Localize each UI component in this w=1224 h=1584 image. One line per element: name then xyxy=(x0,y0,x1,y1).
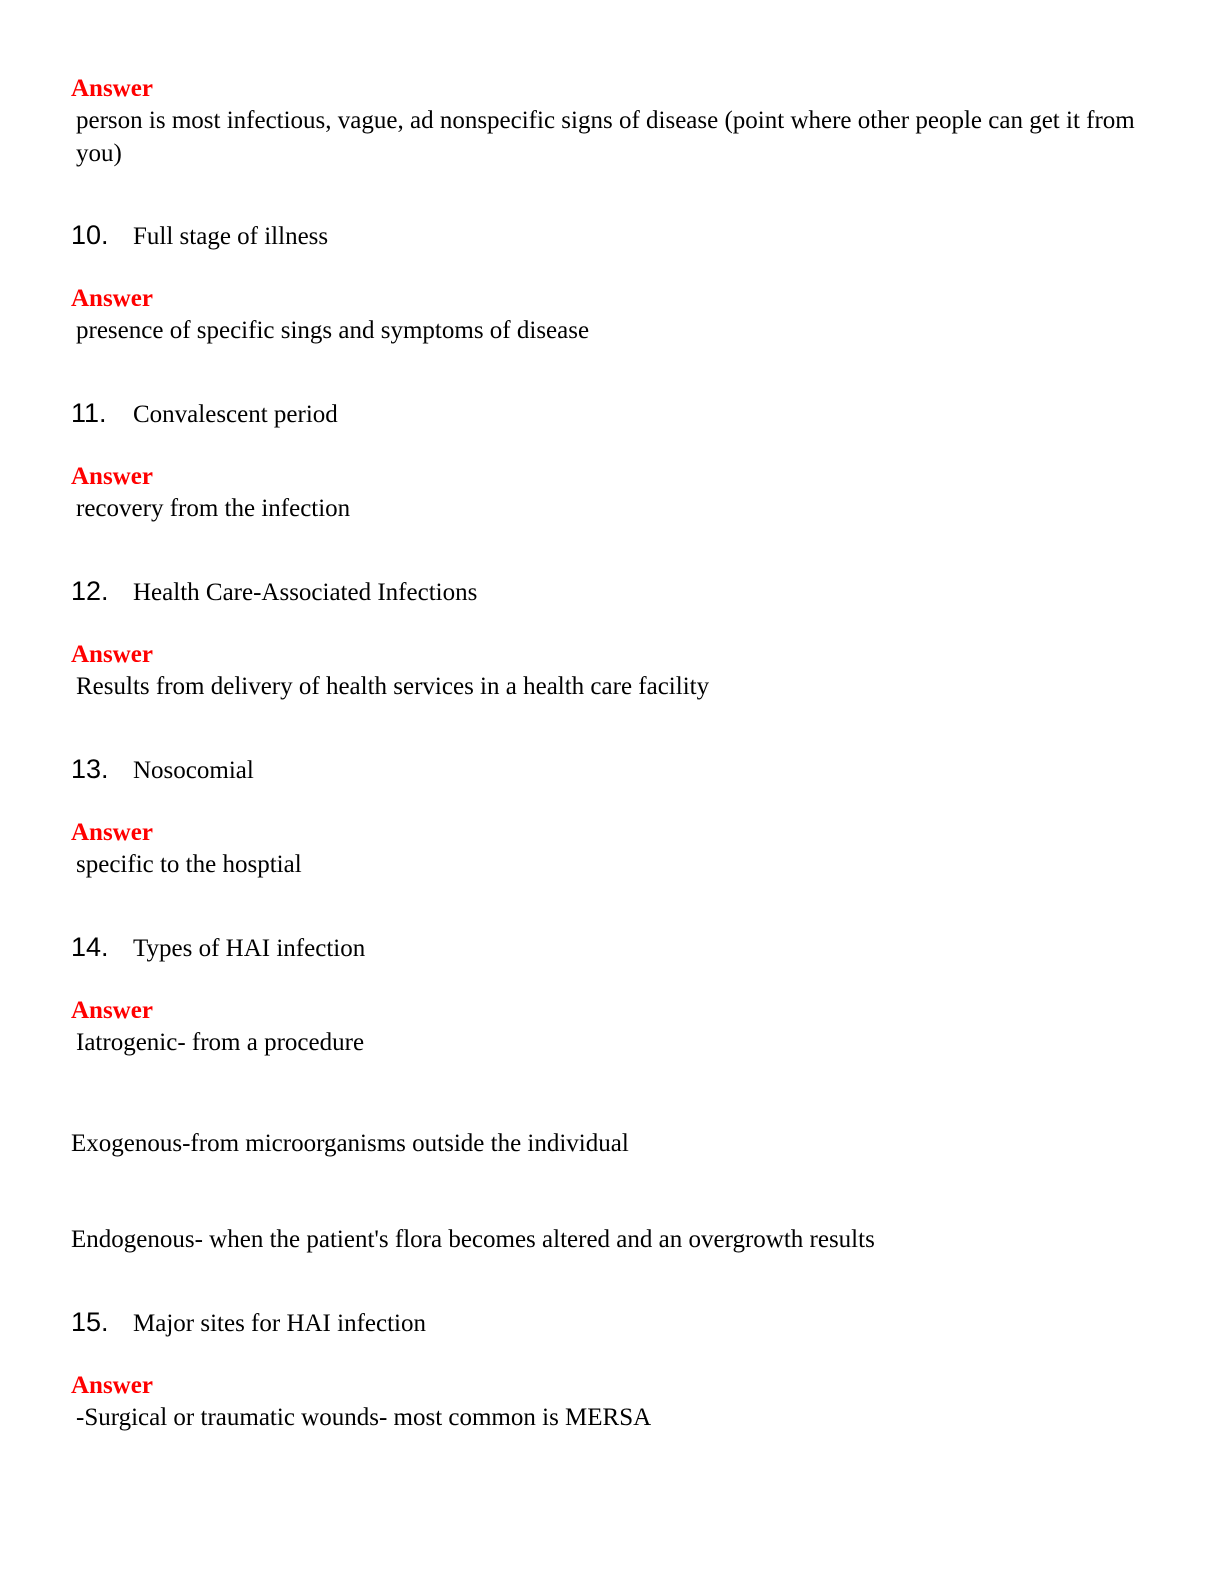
answer-label: Answer xyxy=(71,1372,153,1399)
question-text: Major sites for HAI infection xyxy=(133,1310,426,1337)
answer-block-13 xyxy=(71,818,1151,881)
question-text: Convalescent period xyxy=(133,401,338,428)
question-text: Nosocomial xyxy=(133,757,254,784)
question-number: 12. xyxy=(71,576,109,606)
question-number: 11. xyxy=(71,398,107,428)
answer-label: Answer xyxy=(71,819,153,846)
question-text: Health Care-Associated Infections xyxy=(133,579,478,606)
question-14 xyxy=(71,932,1151,964)
question-number: 15. xyxy=(71,1307,109,1337)
answer-block-12 xyxy=(71,640,1151,703)
answer-label: Answer xyxy=(71,285,153,312)
question-11 xyxy=(71,398,1151,430)
answer-text: specific to the hosptial xyxy=(76,851,302,878)
answer-text: presence of specific sings and symptoms of disease xyxy=(76,317,590,344)
answer-label: Answer xyxy=(71,463,153,490)
answer-text: Results from delivery of health services in a health care facility xyxy=(76,673,710,700)
question-13 xyxy=(71,754,1151,786)
answer-label: Answer xyxy=(71,641,153,668)
question-12 xyxy=(71,576,1151,608)
answer-label: Answer xyxy=(71,997,153,1024)
question-text: Types of HAI infection xyxy=(133,935,366,962)
question-15 xyxy=(71,1307,1151,1339)
answer-label: Answer xyxy=(71,75,153,102)
answer-text: -Surgical or traumatic wounds- most common is MERSA xyxy=(76,1404,652,1431)
question-number: 14. xyxy=(71,932,109,962)
answer-block-14 xyxy=(71,996,1151,1059)
answer-text: person is most infectious, vague, ad nonspecific signs of disease (point where other people can get it from you) xyxy=(76,107,1135,167)
answer-text: Iatrogenic- from a procedure xyxy=(76,1029,365,1056)
question-10 xyxy=(71,220,1151,252)
answer-text-extra: Endogenous- when the patient's flora becomes altered and an overgrowth results xyxy=(71,1226,875,1253)
answer-block-9 xyxy=(71,74,1151,170)
question-text: Full stage of illness xyxy=(133,223,329,250)
question-number: 13. xyxy=(71,754,109,784)
answer-block-15 xyxy=(71,1371,1151,1434)
answer-text-extra: Exogenous-from microorganisms outside the individual xyxy=(71,1130,629,1157)
question-number: 10. xyxy=(71,220,109,250)
answer-text: recovery from the infection xyxy=(76,495,351,522)
answer-block-10 xyxy=(71,284,1151,347)
answer-block-11 xyxy=(71,462,1151,525)
